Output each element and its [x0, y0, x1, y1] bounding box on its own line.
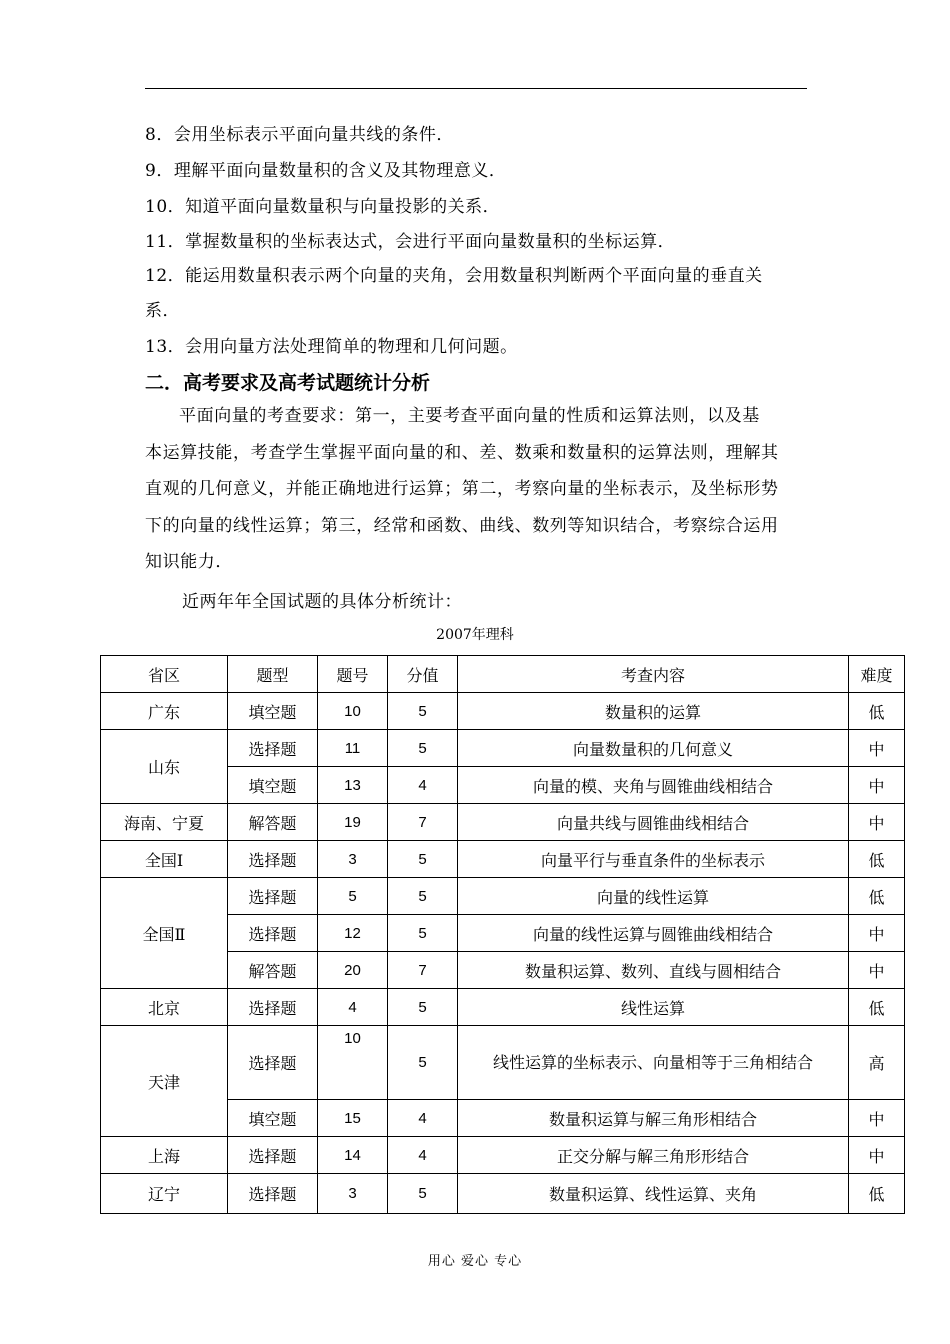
content-cell: 向量数量积的几何意义 [458, 730, 849, 767]
score-cell: 5 [388, 989, 458, 1026]
number-cell: 5 [318, 878, 388, 915]
number-cell: 13 [318, 767, 388, 804]
number-cell: 3 [318, 841, 388, 878]
type-cell: 选择题 [228, 841, 318, 878]
table-row [101, 730, 905, 767]
column-header: 分值 [388, 656, 458, 693]
difficulty-cell: 中 [849, 804, 905, 841]
score-cell: 7 [388, 952, 458, 989]
table-row [101, 1026, 905, 1100]
difficulty-cell: 中 [849, 1100, 905, 1137]
column-header: 考查内容 [458, 656, 849, 693]
difficulty-cell: 低 [849, 989, 905, 1026]
column-header: 题号 [318, 656, 388, 693]
difficulty-cell: 中 [849, 767, 905, 804]
number-cell: 3 [318, 1174, 388, 1214]
difficulty-cell: 低 [849, 841, 905, 878]
score-cell: 5 [388, 878, 458, 915]
number-cell: 10 [318, 693, 388, 730]
type-cell: 选择题 [228, 915, 318, 952]
content-cell: 向量共线与圆锥曲线相结合 [458, 804, 849, 841]
list-item: 8．会用坐标表示平面向量共线的条件． [145, 125, 454, 145]
table-row [101, 1174, 905, 1214]
content-cell: 向量的线性运算与圆锥曲线相结合 [458, 915, 849, 952]
type-cell: 选择题 [228, 1174, 318, 1214]
score-cell: 4 [388, 1100, 458, 1137]
table-header-row [101, 656, 905, 693]
score-cell: 5 [388, 1026, 458, 1100]
number-cell: 4 [318, 989, 388, 1026]
number-cell: 10 [318, 1026, 388, 1100]
score-cell: 5 [388, 915, 458, 952]
difficulty-cell: 低 [849, 693, 905, 730]
region-cell: 天津 [101, 1026, 228, 1137]
region-cell: 全国Ⅱ [101, 878, 228, 989]
number-cell: 15 [318, 1100, 388, 1137]
statistics-table [100, 655, 905, 1214]
score-cell: 5 [388, 730, 458, 767]
type-cell: 选择题 [228, 989, 318, 1026]
difficulty-cell: 中 [849, 1137, 905, 1174]
paragraph-line: 知识能力． [145, 552, 233, 572]
paragraph-line: 平面向量的考查要求：第一，主要考查平面向量的性质和运算法则，以及基 [179, 406, 760, 426]
requirements-paragraph [145, 398, 807, 581]
content-cell: 向量平行与垂直条件的坐标表示 [458, 841, 849, 878]
region-cell: 全国Ⅰ [101, 841, 228, 878]
score-cell: 5 [388, 693, 458, 730]
table-row [101, 841, 905, 878]
column-header: 省区 [101, 656, 228, 693]
column-header: 难度 [849, 656, 905, 693]
table-caption: 2007年理科 [436, 627, 514, 643]
content-cell: 数量积运算、数列、直线与圆相结合 [458, 952, 849, 989]
type-cell: 选择题 [228, 1137, 318, 1174]
score-cell: 5 [388, 1174, 458, 1214]
content-cell: 线性运算 [458, 989, 849, 1026]
content-cell: 数量积的运算 [458, 693, 849, 730]
list-item: 9．理解平面向量数量积的含义及其物理意义． [145, 161, 507, 181]
section-heading: 二．高考要求及高考试题统计分析 [145, 372, 431, 394]
difficulty-cell: 高 [849, 1026, 905, 1100]
region-cell: 山东 [101, 730, 228, 804]
paragraph-line: 本运算技能，考查学生掌握平面向量的和、差、数乘和数量积的运算法则，理解其 [145, 442, 779, 463]
type-cell: 填空题 [228, 767, 318, 804]
type-cell: 填空题 [228, 1100, 318, 1137]
region-cell: 北京 [101, 989, 228, 1026]
list-item: 11．掌握数量积的坐标表达式，会进行平面向量数量积的坐标运算． [145, 232, 676, 252]
column-header: 题型 [228, 656, 318, 693]
number-cell: 19 [318, 804, 388, 841]
list-item: 10．知道平面向量数量积与向量投影的关系． [145, 197, 501, 217]
difficulty-cell: 低 [849, 878, 905, 915]
content-cell: 数量积运算、线性运算、夹角 [458, 1174, 849, 1214]
type-cell: 解答题 [228, 804, 318, 841]
paragraph-line: 下的向量的线性运算；第三，经常和函数、曲线、数列等知识结合，考察综合运用 [145, 515, 779, 536]
header-rule [145, 88, 807, 89]
score-cell: 4 [388, 1137, 458, 1174]
number-cell: 11 [318, 730, 388, 767]
region-cell: 辽宁 [101, 1174, 228, 1214]
list-item: 12．能运用数量积表示两个向量的夹角，会用数量积判断两个平面向量的垂直关 [145, 266, 763, 286]
list-item-continuation: 系． [145, 301, 180, 321]
table-row [101, 1137, 905, 1174]
region-cell: 广东 [101, 693, 228, 730]
type-cell: 填空题 [228, 693, 318, 730]
number-cell: 12 [318, 915, 388, 952]
difficulty-cell: 低 [849, 1174, 905, 1214]
type-cell: 选择题 [228, 730, 318, 767]
region-cell: 海南、宁夏 [101, 804, 228, 841]
content-cell: 正交分解与解三角形形结合 [458, 1137, 849, 1174]
list-item: 13．会用向量方法处理简单的物理和几何问题。 [145, 337, 518, 357]
content-cell: 向量的模、夹角与圆锥曲线相结合 [458, 767, 849, 804]
score-cell: 5 [388, 841, 458, 878]
type-cell: 选择题 [228, 1026, 318, 1100]
table-row [101, 878, 905, 915]
score-cell: 4 [388, 767, 458, 804]
intro-line: 近两年年全国试题的具体分析统计： [182, 592, 462, 612]
difficulty-cell: 中 [849, 952, 905, 989]
table-row [101, 989, 905, 1026]
region-cell: 上海 [101, 1137, 228, 1174]
difficulty-cell: 中 [849, 730, 905, 767]
content-cell: 数量积运算与解三角形相结合 [458, 1100, 849, 1137]
table-row [101, 804, 905, 841]
page-footer: 用心 爱心 专心 [427, 1254, 523, 1269]
score-cell: 7 [388, 804, 458, 841]
number-cell: 14 [318, 1137, 388, 1174]
table-row [101, 693, 905, 730]
number-cell: 20 [318, 952, 388, 989]
type-cell: 选择题 [228, 878, 318, 915]
difficulty-cell: 中 [849, 915, 905, 952]
paragraph-line: 直观的几何意义，并能正确地进行运算；第二，考察向量的坐标表示，及坐标形势 [145, 479, 779, 499]
content-cell: 线性运算的坐标表示、向量相等于三角相结合 [458, 1026, 849, 1100]
type-cell: 解答题 [228, 952, 318, 989]
content-cell: 向量的线性运算 [458, 878, 849, 915]
